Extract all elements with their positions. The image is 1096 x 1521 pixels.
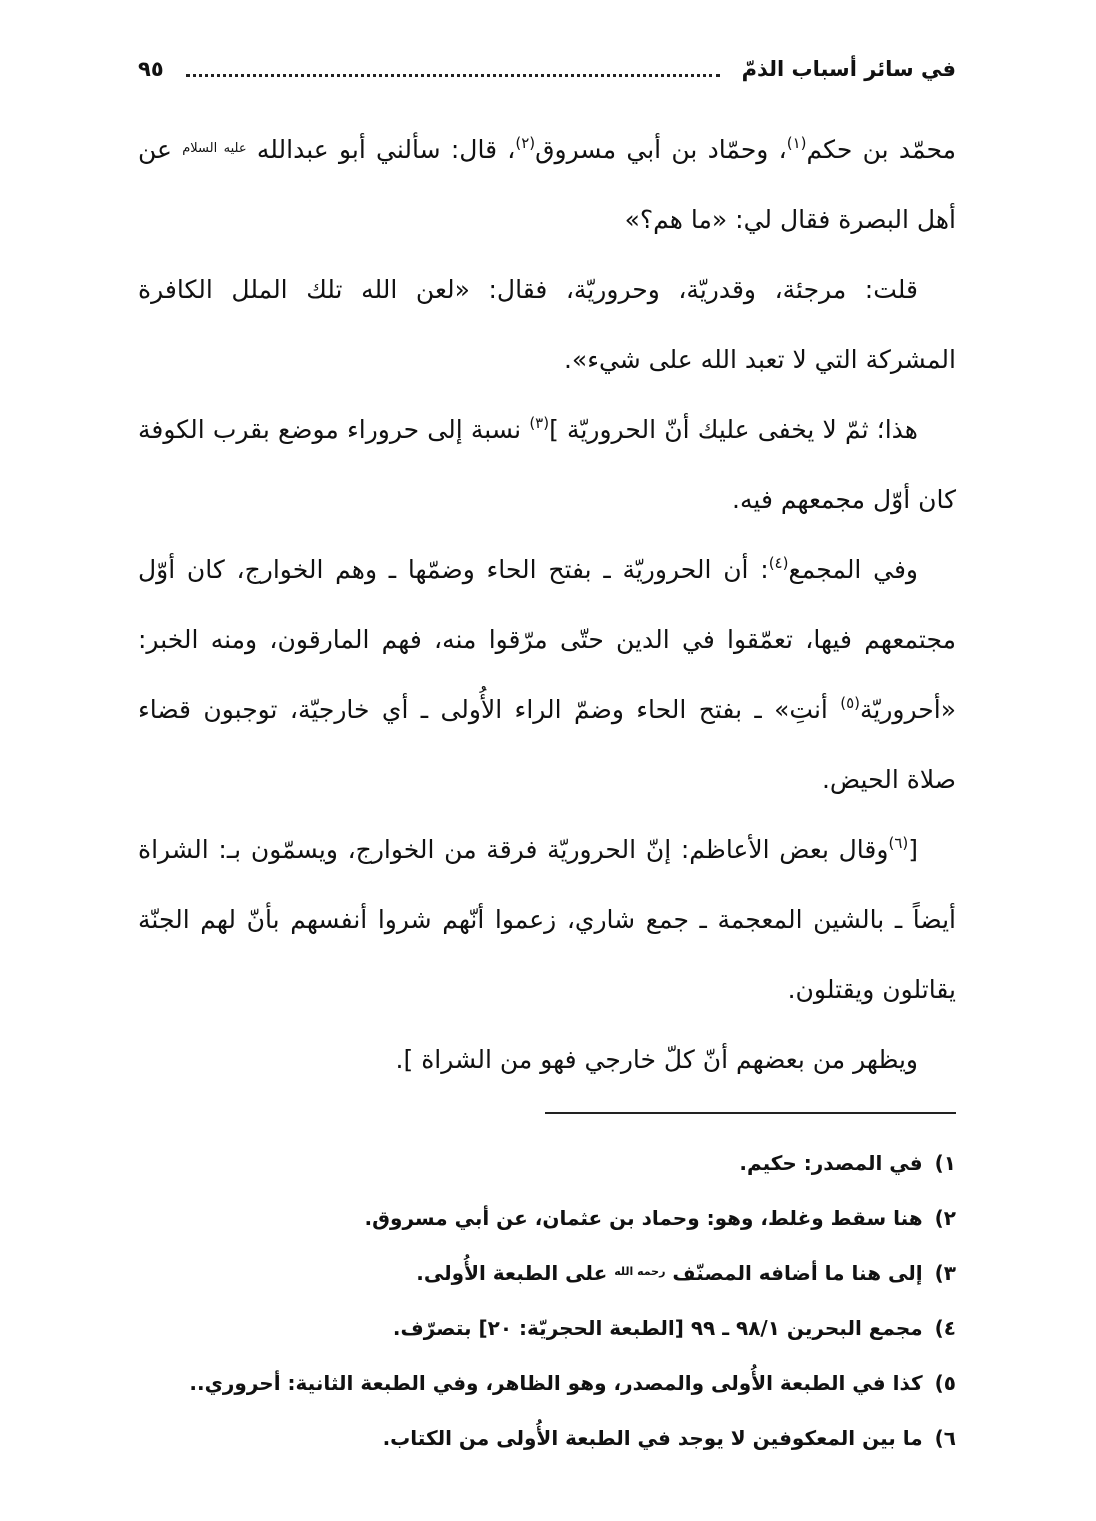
- footnote-3: [138, 1246, 956, 1301]
- footnote-1: [138, 1136, 956, 1191]
- footnote-2: [138, 1191, 956, 1246]
- footnote-5: [138, 1356, 956, 1411]
- footnote-number: ٤): [934, 1316, 956, 1340]
- paragraph-2: [138, 255, 956, 395]
- paragraph-1: [138, 115, 956, 255]
- footnote-text: على الطبعة الأُولى.: [416, 1261, 615, 1285]
- main-text: [138, 115, 956, 1095]
- paragraph-text: وقال بعض الأعاظم: إنّ الحروريّة فرقة من الخوارج، ويسمّون بـ: الشراة أيضاً ـ بالشين المعجمة ـ جمع شاري، زعموا أنّهم شروا أنفسهم بأنّ لهم الجنّة يقاتلون ويقتلون.: [138, 835, 956, 1004]
- footnote-text: في المصدر: حكيم.: [739, 1151, 923, 1175]
- paragraph-text: عن أهل البصرة فقال لي: «ما هم؟»: [138, 135, 956, 234]
- page-number: ٩٥: [138, 57, 164, 81]
- footnote-separator: [545, 1112, 956, 1114]
- chapter-title: في سائر أسباب الذمّ: [741, 57, 956, 81]
- paragraph-text: أنتِ» ـ بفتح الحاء وضمّ الراء الأُولى ـ أي خارجيّة، توجبون قضاء صلاة الحيض.: [138, 695, 956, 794]
- footnotes: [138, 1136, 956, 1466]
- footnote-number: ٥): [934, 1371, 956, 1395]
- footnote-ref-1: (١): [786, 134, 807, 152]
- honorific-ligature: عليه السلام: [182, 141, 247, 156]
- paragraph-4: [138, 535, 956, 815]
- footnote-text: هنا سقط وغلط، وهو: وحماد بن عثمان، عن أبي مسروق.: [364, 1206, 923, 1230]
- footnote-number: ٣): [934, 1261, 956, 1285]
- paragraph-text: : أن الحروريّة ـ بفتح الحاء وضمّها ـ وهم الخوارج، كان أوّل مجتمعهم فيها، تعمّقوا في الدين حتّى مرّقوا منه، فهم المارقون، ومنه الخبر: «أحروريّة: [138, 555, 956, 724]
- paragraph-text: قلت: مرجئة، وقدريّة، وحروريّة، فقال: «لعن الله تلك الملل الكافرة المشركة التي لا تعبد الله على شيء».: [138, 275, 956, 374]
- paragraph-text: ، قال: سألني أبو عبدالله: [246, 135, 516, 164]
- paragraph-text: هذا؛ ثمّ لا يخفى عليك أنّ الحروريّة ]: [549, 415, 918, 444]
- running-header: [138, 44, 956, 94]
- footnote-number: ٦): [934, 1426, 956, 1450]
- paragraph-3: [138, 395, 956, 535]
- footnote-text: كذا في الطبعة الأُولى والمصدر، وهو الظاهر، وفي الطبعة الثانية: أحروري..: [189, 1371, 923, 1395]
- footnote-ref-3: (٣): [529, 414, 550, 432]
- paragraph-6: [138, 1025, 956, 1095]
- footnote-text: إلى هنا ما أضافه المصنّف: [665, 1261, 923, 1285]
- honorific-ligature: رحمه الله: [614, 1265, 666, 1278]
- footnote-text: مجمع البحرين ٩٨/١ ـ ٩٩ [الطبعة الحجريّة: ٢٠] بتصرّف.: [392, 1316, 923, 1340]
- paragraph-text: ويظهر من بعضهم أنّ كلّ خارجي فهو من الشراة ].: [395, 1045, 918, 1074]
- paragraph-text: محمّد بن حكم: [806, 135, 957, 164]
- footnote-text: ما بين المعكوفين لا يوجد في الطبعة الأُولى من الكتاب.: [382, 1426, 923, 1450]
- footnote-6: [138, 1411, 956, 1466]
- paragraph-text: ، وحمّاد بن أبي مسروق: [535, 135, 787, 164]
- dotted-leader: [186, 62, 720, 77]
- footnote-number: ٢): [934, 1206, 956, 1230]
- paragraph-5: [138, 815, 956, 1025]
- paragraph-text: وفي المجمع: [788, 555, 918, 584]
- footnote-ref-4: (٤): [768, 554, 789, 572]
- paragraph-text: [: [908, 835, 918, 864]
- footnote-ref-5: (٥): [840, 694, 860, 712]
- footnote-ref-2: (٢): [515, 134, 536, 152]
- footnote-number: ١): [934, 1151, 956, 1175]
- footnote-ref-6: (٦): [888, 834, 909, 852]
- footnote-4: [138, 1301, 956, 1356]
- paragraph-text: نسبة إلى حروراء موضع بقرب الكوفة كان أوّل مجمعهم فيه.: [138, 415, 956, 514]
